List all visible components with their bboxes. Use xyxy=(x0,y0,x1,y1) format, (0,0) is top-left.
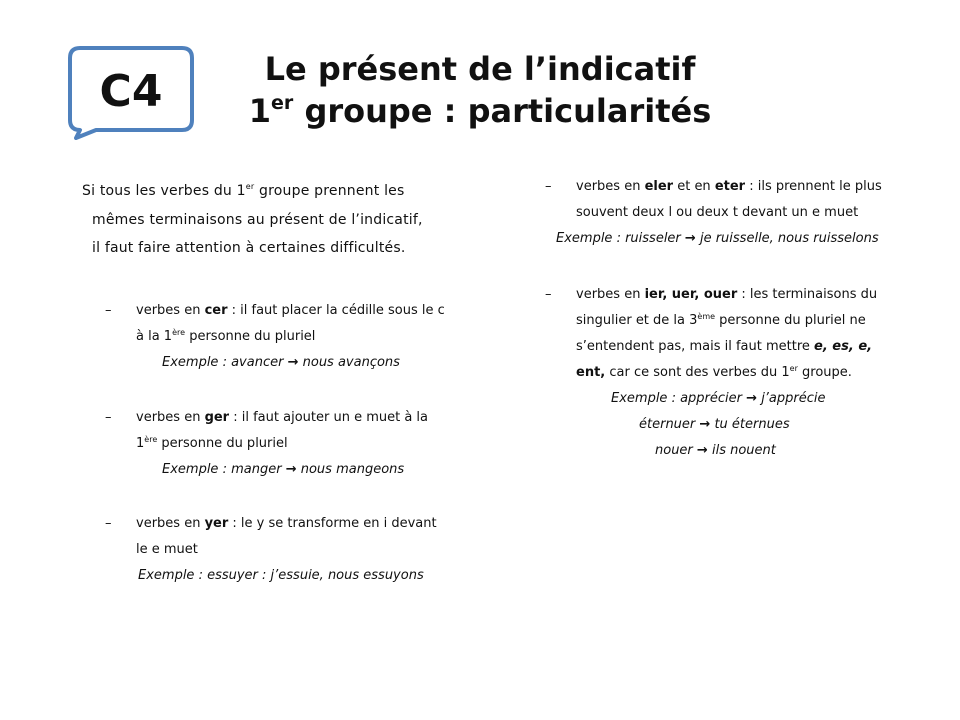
list-dash: – xyxy=(105,516,112,531)
intro-line-2: mêmes terminaisons au présent de l’indicatif, xyxy=(92,211,423,228)
rule-yer-line-2: le e muet xyxy=(136,542,198,557)
intro-line-1 xyxy=(82,183,404,199)
rule-ier-line-2 xyxy=(576,308,925,334)
arrow-icon: → xyxy=(746,391,758,406)
example-left: Exemple : manger xyxy=(162,462,282,477)
rule-ger-body xyxy=(136,405,485,483)
rule-eler-line-2: souvent deux l ou deux t devant un e muet xyxy=(576,205,859,220)
rule-prefix: verbes en xyxy=(136,516,205,531)
list-dash: – xyxy=(105,410,112,425)
page-title xyxy=(200,48,760,132)
rule-eler-body xyxy=(576,174,925,226)
arrow-icon: → xyxy=(287,355,299,370)
intro-text-a: Si tous les verbes du 1 xyxy=(82,183,246,199)
rule-endings: ent, xyxy=(576,365,606,380)
intro-ordinal-suffix: er xyxy=(245,182,255,191)
rule-prefix: verbes en xyxy=(576,287,645,302)
rule-ier-example-2 xyxy=(639,412,790,438)
rule-eler-eter xyxy=(545,174,925,252)
rule-cer-line-2 xyxy=(136,324,485,350)
example-left: Exemple : ruisseler xyxy=(556,231,681,246)
rule-prefix: verbes en xyxy=(136,303,205,318)
intro-text-b: groupe prennent les xyxy=(254,183,405,199)
example-left: Exemple : apprécier xyxy=(611,391,742,406)
title-ordinal-suffix: er xyxy=(271,92,294,114)
rule-text: singulier et de la 3 xyxy=(576,313,698,328)
rule-text: : le y se transforme en i devant xyxy=(228,516,437,531)
example-left: nouer xyxy=(655,443,693,458)
example-right: je ruisselle, nous ruisselons xyxy=(699,231,879,246)
rule-ger-line-1 xyxy=(136,405,485,431)
rule-ier-example-1 xyxy=(611,386,826,412)
rule-cer xyxy=(105,298,485,376)
rule-text: personne du pluriel ne xyxy=(715,313,866,328)
rule-text: personne du pluriel xyxy=(185,329,316,344)
example-right: nous avançons xyxy=(302,355,400,370)
rule-ending: ier, uer, ouer xyxy=(644,287,738,302)
example-left: Exemple : avancer xyxy=(162,355,284,370)
rule-text: groupe. xyxy=(797,365,852,380)
rule-yer xyxy=(105,511,485,589)
rule-eler-example xyxy=(556,226,925,252)
rule-ending: ger xyxy=(204,410,230,425)
rule-text: : les terminaisons du xyxy=(737,287,878,302)
rule-yer-example: Exemple : essuyer : j’essuie, nous essuyons xyxy=(138,568,424,583)
rule-text: à la 1 xyxy=(136,329,173,344)
title-line-2-rest: groupe : particularités xyxy=(293,92,712,130)
example-right: j’apprécie xyxy=(761,391,826,406)
rule-ger-line-2 xyxy=(136,431,485,457)
rule-ier-line-4 xyxy=(576,360,925,386)
rule-ier-uer-ouer xyxy=(545,282,925,458)
title-ordinal: 1 xyxy=(248,92,272,130)
list-dash: – xyxy=(545,179,552,194)
rule-ending: yer xyxy=(204,516,229,531)
rule-ending: eter xyxy=(714,179,746,194)
arrow-icon: → xyxy=(699,417,711,432)
rule-text: s’entendent pas, mais il faut mettre xyxy=(576,339,815,354)
rule-ger-example xyxy=(136,457,485,483)
example-left: éternuer xyxy=(639,417,696,432)
badge-label: C4 xyxy=(99,66,163,117)
rule-yer-body xyxy=(136,511,485,589)
rule-cer-body xyxy=(136,298,485,376)
rule-text: : il faut ajouter un e muet à la xyxy=(229,410,429,425)
arrow-icon: → xyxy=(285,462,297,477)
list-dash: – xyxy=(105,303,112,318)
rule-ger xyxy=(105,405,485,483)
example-right: tu éternues xyxy=(714,417,790,432)
rule-text: 1 xyxy=(136,436,145,451)
ordinal-suffix: ère xyxy=(172,328,186,337)
ordinal-suffix: ème xyxy=(697,312,716,321)
rule-text: car ce sont des verbes du 1 xyxy=(605,365,790,380)
rule-eler-line-1 xyxy=(576,174,925,200)
rule-cer-example xyxy=(136,350,485,376)
rule-cer-line-1 xyxy=(136,298,485,324)
rule-endings: e, es, e, xyxy=(814,339,873,354)
list-dash: – xyxy=(545,287,552,302)
rule-ier-line-1 xyxy=(576,282,925,308)
arrow-icon: → xyxy=(696,443,708,458)
intro-paragraph xyxy=(82,177,502,263)
rule-ier-line-3 xyxy=(576,334,925,360)
ordinal-suffix: er xyxy=(789,364,798,373)
arrow-icon: → xyxy=(684,231,696,246)
title-line-1: Le présent de l’indicatif xyxy=(264,50,696,88)
example-right: ils nouent xyxy=(711,443,776,458)
rule-text: : il faut placer la cédille sous le c xyxy=(227,303,445,318)
ordinal-suffix: ère xyxy=(144,435,158,444)
rule-ier-body xyxy=(576,282,925,386)
title-line-2 xyxy=(200,90,760,132)
rule-ending: cer xyxy=(204,303,228,318)
rule-yer-line-1 xyxy=(136,511,485,537)
rule-ier-example-3 xyxy=(655,438,776,464)
intro-line-3: il faut faire attention à certaines difficultés. xyxy=(92,240,406,256)
rule-text: et en xyxy=(673,179,715,194)
rule-text: personne du pluriel xyxy=(157,436,288,451)
example-right: nous mangeons xyxy=(300,462,405,477)
rule-prefix: verbes en xyxy=(136,410,205,425)
rule-prefix: verbes en xyxy=(576,179,645,194)
rule-text: : ils prennent le plus xyxy=(745,179,882,194)
rule-ending: eler xyxy=(644,179,674,194)
